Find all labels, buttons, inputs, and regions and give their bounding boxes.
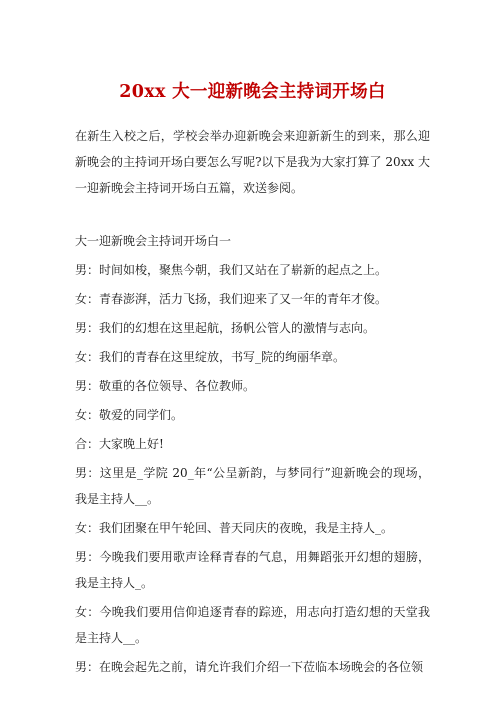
script-lines xyxy=(75,257,430,680)
script-line: 女：敬爱的同学们。 xyxy=(75,408,184,422)
script-line: 男：时间如梭，聚焦今朝，我们又站在了崭新的起点之上。 xyxy=(75,263,388,277)
script-line: 男：我们的幻想在这里起航，扬帆公管人的激情与志向。 xyxy=(75,321,376,335)
intro-paragraph: 在新生入校之后，学校会举办迎新晚会来迎新新生的到来，那么迎新晚会的主持词开场白要怎么写呢?以下是我为大家打算了 20xx 大一迎新晚会主持词开场白五篇，欢送参阅。 xyxy=(75,129,430,195)
script-line: 合：大家晚上好! xyxy=(75,437,164,451)
script-line: 男：在晚会起先之前，请允许我们介绍一下莅临本场晚会的各位领 xyxy=(75,660,424,674)
section-heading: 大一迎新晚会主持词开场白一 xyxy=(75,234,232,248)
document-title: 20xx 大一迎新晚会主持词开场白 xyxy=(119,82,386,102)
script-line: 女：我们团聚在甲午轮回、普天同庆的夜晚，我是主持人_。 xyxy=(75,521,394,535)
script-line: 女：我们的青春在这里绽放，书写_院的绚丽华章。 xyxy=(75,350,346,364)
script-line: 男：这里是_学院 20_年“公呈新韵，与梦同行”迎新晚会的现场，我是主持人__。 xyxy=(75,466,430,506)
script-line: 男：敬重的各位领导、各位教师。 xyxy=(75,379,256,393)
script-line: 男：今晚我们要用歌声诠释青春的气息，用舞蹈张开幻想的翅膀，我是主持人_。 xyxy=(75,550,430,590)
script-line: 女：今晚我们要用信仰追逐青春的踪迹，用志向打造幻想的天堂我是主持人__。 xyxy=(75,605,430,645)
script-line: 女：青春澎湃，活力飞扬，我们迎来了又一年的青年才俊。 xyxy=(75,292,388,306)
